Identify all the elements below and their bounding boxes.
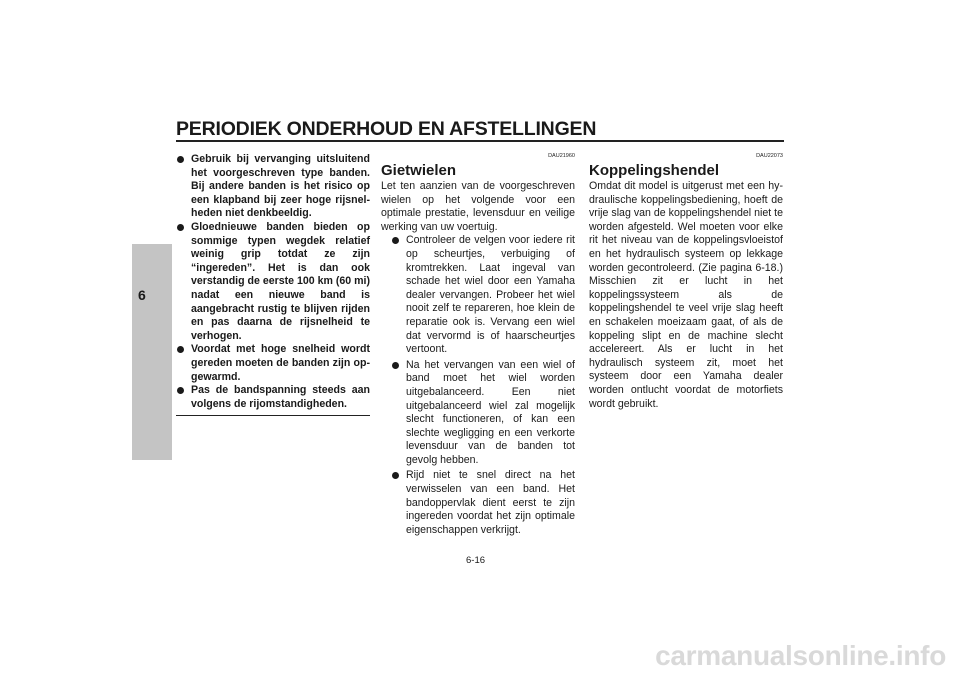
warning-end-rule <box>176 415 370 416</box>
clutch-lever-section <box>589 153 783 411</box>
list-item <box>391 469 575 537</box>
watermark: carmanualsonline.info <box>655 640 946 671</box>
section-code: DAU22073 <box>756 153 783 159</box>
chapter-number: 6 <box>138 287 146 303</box>
chapter-tab <box>132 244 172 460</box>
bullet-icon <box>177 224 184 231</box>
page-number: 6-16 <box>466 555 486 566</box>
bullet-icon <box>177 346 184 353</box>
page-title: PERIODIEK ONDERHOUD EN AFSTELLINGEN <box>176 118 597 140</box>
section-intro: Let ten aanzien van de voorgeschreven wielen op het volgende voor een optimale prestatie, levensduur en veilige werking van uw voertuig. <box>381 180 575 233</box>
warning-text: Gloednieuwe banden bieden op sommige typen wegdek relatief weinig grip totdat ze zijn “ingereden”. Het is dan ook verstandig de eerste 100 km (60 mi) nadat een nieuwe band is aangebracht rustig te blijven rijden en pas daarna de rijsnelheid te verhogen. <box>191 220 371 342</box>
bullet-icon <box>177 387 184 394</box>
header-rule <box>176 140 784 142</box>
wheel-list <box>381 234 575 537</box>
bullet-icon <box>392 237 399 244</box>
bullet-icon <box>392 362 399 369</box>
warning-item <box>176 343 370 384</box>
bullet-icon <box>177 156 184 163</box>
list-item <box>391 234 575 356</box>
section-title: Koppelingshendel <box>589 162 720 179</box>
warning-item <box>176 384 370 411</box>
list-item-text: Na het vervangen van een wiel of band moet het wiel worden uitgebalanceerd. Een niet uitgebalanceerd wiel zal mogelijk slecht functioneren, of kan een slechte wegligging en een verkorte levensduur van de banden tot gevolg hebben. <box>406 358 575 466</box>
list-item-text: Controleer de velgen voor iedere rit op scheurtjes, verbuiging of kromtrekken. Laat ingeval van schade het wiel door een Yamaha dealer vervangen. Probeer het wiel nooit zelf te repareren, hoe klein de reparatie ook is. Vervang een wiel dat vervormd is of haarscheurtjes vertoont. <box>406 234 575 356</box>
section-code: DAU21960 <box>548 153 575 159</box>
warning-text: Voordat met hoge snelheid wordt gereden moeten de banden zijn opgewarmd. <box>191 343 370 383</box>
section-body: Omdat dit model is uitgerust met een hydraulische koppelingsbediening, hoeft de vrije slag van de koppelingshendel niet te worden afgesteld. Wel moeten voor elke rit het niveau van de koppelingsvloeistof en het hydraulisch systeem op lekkage worden gecontroleerd. (Zie pagina 6-18.) Misschien zit er lucht in het koppelingssysteem als de koppelingshendel te veel vrije slag heeft en schakelen moeizaam gaat, of als de koppeling slipt en de machine slecht accelereert. Als er lucht in het hydraulisch systeem zit, moet het systeem door een Yamaha dealer worden ontlucht voordat de motorfiets wordt gebruikt. <box>589 180 783 410</box>
warning-text: Gebruik bij vervanging uitsluitend het voorgeschreven type banden. Bij andere banden is het risico op een klapband bij zeer hoge rijsnelheden niet denkbeeldig. <box>191 153 370 220</box>
warning-item <box>176 221 370 343</box>
list-item <box>391 359 575 468</box>
warning-text: Pas de bandspanning steeds aan volgens de rijomstandigheden. <box>191 384 370 410</box>
section-title: Gietwielen <box>381 162 457 179</box>
warning-column <box>176 153 370 416</box>
list-item-text: Rijd niet te snel direct na het verwisselen van een band. Het bandoppervlak dient eerst te zijn ingereden voordat het zijn optimale eigenschappen verkrijgt. <box>406 469 575 536</box>
cast-wheels-section <box>381 153 575 539</box>
bullet-icon <box>392 472 399 479</box>
warning-item <box>176 153 370 221</box>
